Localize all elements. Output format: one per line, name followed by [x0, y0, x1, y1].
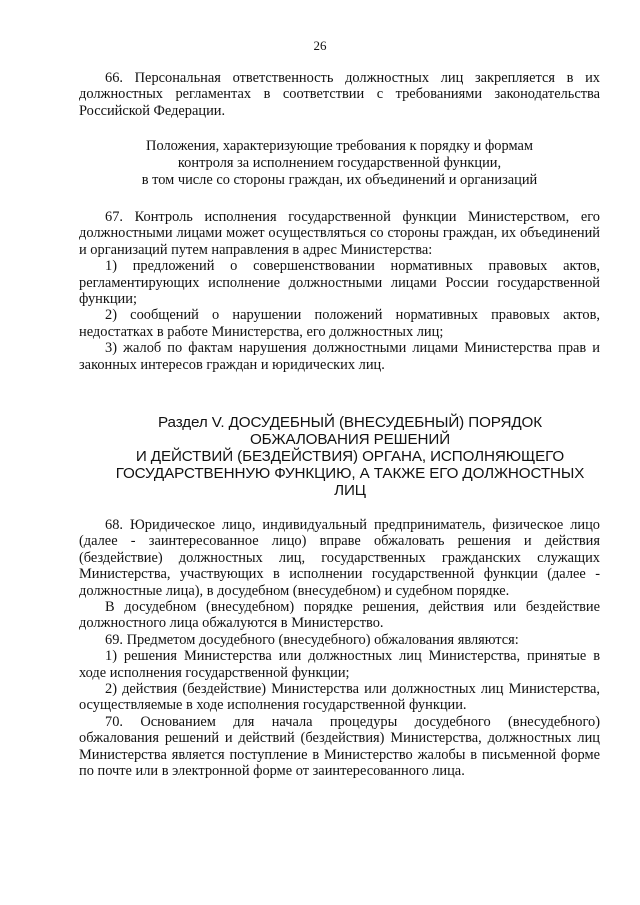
section-heading-line: Раздел V. ДОСУДЕБНЫЙ (ВНЕСУДЕБНЫЙ) ПОРЯДОК — [158, 414, 542, 431]
heading-line: контроля за исполнением государственной функции, — [177, 155, 502, 171]
paragraph-block-66 — [79, 70, 600, 119]
section-heading-line: ОБЖАЛОВАНИЯ РЕШЕНИЙ — [249, 431, 451, 448]
paragraph-67-item-1: 1) предложений о совершенствовании нормативных правовых актов, регламентирующих исполнение должностными лицами России государственной функции; — [79, 258, 600, 308]
section-heading-line: И ДЕЙСТВИЙ (БЕЗДЕЙСТВИЯ) ОРГАНА, ИСПОЛНЯЮЩЕГО — [135, 448, 565, 465]
control-section-heading — [79, 138, 600, 189]
paragraph-block-67 — [79, 209, 600, 373]
page-number: 26 — [313, 38, 327, 53]
paragraph-68-b: В досудебном (внесудебном) порядке решения, действия или бездействие должностного лица обжалуются в Министерство. — [79, 599, 600, 632]
paragraph-66: 66. Персональная ответственность должностных лиц закрепляется в их должностных регламентах в соответствии с требованиями законодательства Российской Федерации. — [79, 70, 600, 119]
paragraph-69: 69. Предметом досудебного (внесудебного) обжалования являются: — [105, 631, 519, 648]
paragraph-67-item-2: 2) сообщений о нарушении положений нормативных правовых актов, недостатках в работе Министерства, его должностных лиц; — [79, 307, 600, 340]
heading-line: Положения, характеризующие требования к порядку и формам — [146, 138, 533, 154]
paragraph-69-item-1: 1) решения Министерства или должностных лиц Министерства, принятые в ходе исполнения государственной функции; — [79, 648, 600, 681]
paragraph-69-item-2: 2) действия (бездействие) Министерства или должностных лиц Министерства, осуществляемые в ходе исполнения государственной функции. — [79, 681, 600, 714]
section-heading-line: ГОСУДАРСТВЕННУЮ ФУНКЦИЮ, А ТАКЖЕ ЕГО ДОЛЖНОСТНЫХ — [115, 465, 585, 482]
paragraph-67: 67. Контроль исполнения государственной функции Министерством, его должностными лицами может осуществляться со стороны граждан, их объединений и организаций путем направления в адрес Министерства: — [79, 209, 600, 258]
section-heading-line: ЛИЦ — [334, 482, 366, 499]
paragraph-68: 68. Юридическое лицо, индивидуальный предприниматель, физическое лицо (далее - заинтересованное лицо) вправе обжаловать решения и действия (бездействие) должностных лиц, государственных гражданских служащих Министерства, участвующих в исполнении государственной функции (далее - должностные лица), в досудебном (внесудебном) и судебном порядке. — [79, 517, 600, 599]
section-5-heading — [94, 414, 606, 499]
paragraph-70: 70. Основанием для начала процедуры досудебного (внесудебного) обжалования решений и действий (бездействия) Министерства, должностных лиц Министерства является поступление в Министерство жалобы в письменной форме по почте или в электронной форме от заинтересованного лица. — [79, 713, 600, 780]
paragraph-block-68-70 — [79, 517, 600, 780]
heading-line: в том числе со стороны граждан, их объединений и организаций — [141, 172, 538, 188]
paragraph-67-item-3: 3) жалоб по фактам нарушения должностными лицами Министерства прав и законных интересов граждан и юридических лиц. — [79, 340, 600, 373]
